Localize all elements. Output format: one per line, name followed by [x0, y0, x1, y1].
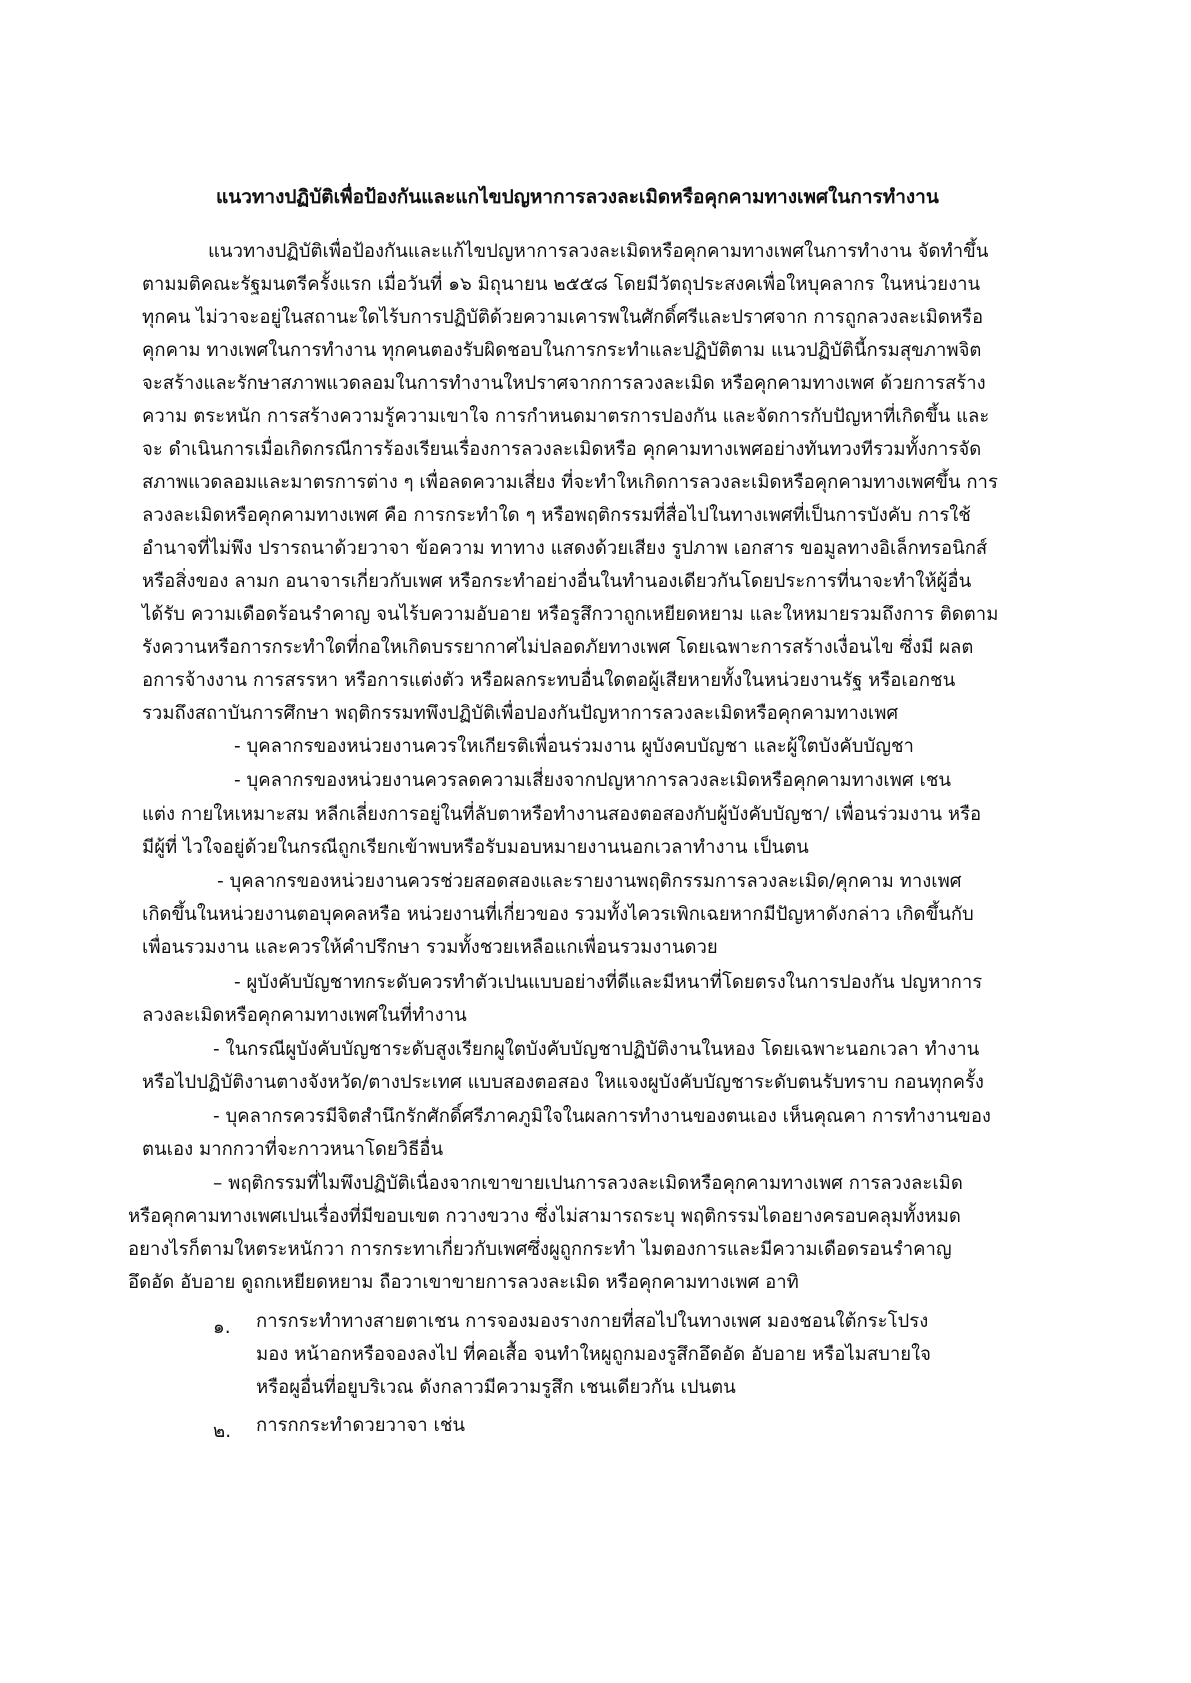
text-line: สภาพแวดลอมและมาตรการต่าง ๆ เพื่อลดความเสี่ยง ที่จะทำใหเกิดการลวงละเมิดหรือคุกคามทางเพศขึ้น การ — [142, 472, 998, 493]
bullet-line: - ในกรณีผูบังคับบัญชาระดับสูงเรียกผูใตบังคับบัญชาปฏิบัติงานในหอง โดยเฉพาะนอกเวลา ทำงาน — [213, 1039, 980, 1060]
text-line: หรือไปปฏิบัติงานตางจังหวัด/ตางประเทศ แบบสองตอสอง ใหแจงผูบังคับบัญชาระดับตนรับทราบ กอนทุกครั้ง — [142, 1072, 984, 1093]
text-line: ได้รับ ความเดือดร้อนรำคาญ จนไร้บความอับอาย หรือรูสึกวาถูกเหยียดหยาม และใหหมายรวมถึงการ ติดตาม — [142, 604, 999, 625]
bullet-line: – พฤติกรรมที่ไมพึงปฏิบัติเนื่องจากเขาขายเปนการลวงละเมิดหรือคุกคามทางเพศ การลวงละเมิด — [213, 1173, 963, 1194]
list-number: ๑. — [213, 1317, 231, 1338]
text-line: ทุกคน ไม่วาจะอยู่ในสถานะใดไร้บการปฏิบัติด้วยความเคารพในศักดิ์ศรีและปราศจาก การถูกลวงละเมิดหรือ — [142, 307, 984, 328]
bullet-line: - บุคลากรของหน่วยงานควรช่วยสอดสองและรายงานพฤติกรรมการลวงละเมิด/คุกคาม ทางเพศ — [217, 871, 962, 892]
text-line: แนวทางปฏิบัติเพื่อป้องกันและแก้ไขปญหาการลวงละเมิดหรือคุกคามทางเพศในการทำงาน จัดทำขึ้น — [208, 241, 989, 262]
text-line: หรือคุกคามทางเพศเปนเรื่องที่มีขอบเขต กวางขวาง ซึ่งไม่สามารถระบุ พฤติกรรมไดอยางครอบคลุมทั้งหมด — [128, 1206, 961, 1227]
text-line: เกิดขึ้นในหน่วยงานตอบุคคลหรือ หน่วยงานที่เกี่ยวของ รวมทั้งไควรเพิกเฉยหากมีปัญหาดังกล่าว เกิดขึ้นกับ — [142, 904, 974, 925]
bullet-line: - บุคลากรของหน่วยงานควรใหเกียรติเพื่อนร่วมงาน ผูบังคบบัญชา และผู้ใตบังคับบัญชา — [234, 736, 914, 757]
text-line: อึดอัด อับอาย ดูถกเหยียดหยาม ถือวาเขาขายการลวงละเมิด หรือคุกคามทางเพศ อาทิ — [128, 1272, 799, 1293]
text-line: ตามมติคณะรัฐมนตรีครั้งแรก เมื่อวันที่ ๑๖ มิถุนายน ๒๕๕๘ โดยมีวัตถุประสงคเพื่อใหบุคลากร ในหน่วยงาน — [142, 274, 981, 295]
text-line: รังควานหรือการกระทำใดที่กอใหเกิดบรรยากาศไม่ปลอดภัยทางเพศ โดยเฉพาะการสร้างเงื่อนไข ซึ่งมี ผลต — [142, 637, 974, 658]
list-item-line: การกระทำทางสายตาเชน การจองมองรางกายที่สอไปในทางเพศ มองชอนใต้กระโปรง — [256, 1311, 929, 1332]
text-line: อการจ้างงาน การสรรหา หรือการแต่งตัว หรือผลกระทบอื่นใดตอผู้เสียหายทั้งในหน่วยงานรัฐ หรือเอกชน — [142, 670, 956, 691]
list-item-line: หรือผูอื่นที่อยูบริเวณ ดังกลาวมีความรูสึก เชนเดียวกัน เปนตน — [256, 1377, 736, 1398]
list-number: ๒. — [213, 1421, 232, 1442]
text-line: มีผู้ที่ ไวใจอยู่ด้วยในกรณีถูกเรียกเข้าพบหรือรับมอบหมายงานนอกเวลาทำงาน เป็นตน — [142, 837, 809, 858]
text-line: ลวงละเมิดหรือคุกคามทางเพศ คือ การกระทำใด ๆ หรือพฤติกรรมที่สื่อไปในทางเพศที่เป็นการบังคับ การใช้ — [142, 505, 971, 526]
bullet-line: - บุคลากรของหน่วยงานควรลดความเสี่ยงจากปญหาการลวงละเมิดหรือคุกคามทางเพศ เชน — [234, 770, 952, 791]
document-title: แนวทางปฏิบัติเพื่อป้องกันและแกไขปญหาการลวงละเมิดหรือคุกคามทางเพศในการทำงาน — [216, 186, 939, 208]
text-line: หรือสิ่งของ ลามก อนาจารเกี่ยวกับเพศ หรือกระทำอย่างอื่นในทำนองเดียวกันโดยประการที่นาจะทำให้ผู้อื่น — [142, 571, 972, 592]
text-line: จะ ดำเนินการเมื่อเกิดกรณีการร้องเรียนเรื่องการลวงละเมิดหรือ คุกคามทางเพศอย่างทันทวงทีรวมทั้งการจัด — [142, 439, 982, 460]
list-item-line: มอง หน้าอกหรือจองลงไป ที่คอเสื้อ จนทำใหผูถูกมองรูสึกอึดอัด อับอาย หรือไมสบายใจ — [256, 1344, 931, 1365]
text-line: อำนาจที่ไม่พึง ปรารถนาด้วยวาจา ข้อความ ทาทาง แสดงด้วยเสียง รูปภาพ เอกสาร ขอมูลทางอิเล็กทรอนิกส์ — [142, 538, 988, 559]
bullet-line: - บุคลากรควรมีจิตสำนึกรักศักดิ์ศรีภาคภูมิใจในผลการทำงานของตนเอง เห็นคุณคา การทำงานของ — [213, 1106, 991, 1127]
text-line: ความ ตระหนัก การสร้างความรู้ความเขาใจ การกำหนดมาตรการปองกัน และจัดการกับปัญหาที่เกิดขึ้น และ — [142, 406, 990, 427]
text-line: รวมถึงสถาบันการศึกษา พฤติกรรมทพึงปฏิบัติเพื่อปองกันปัญหาการลวงละเมิดหรือคุกคามทางเพศ — [142, 703, 899, 724]
text-line: ตนเอง มากกวาที่จะกาวหนาโดยวิธีอื่น — [142, 1139, 444, 1160]
text-line: แต่ง กายใหเหมาะสม หลีกเลี่ยงการอยู่ในที่ลับตาหรือทำงานสองตอสองกับผู้บังคับบัญชา/ เพื่อนร่วมงาน หรือ — [142, 804, 982, 825]
text-line: ลวงละเมิดหรือคุกคามทางเพศในที่ทำงาน — [142, 1005, 467, 1026]
text-line: จะสร้างและรักษาสภาพแวดลอมในการทำงานใหปราศจากการลวงละเมิด หรือคุกคามทางเพศ ด้วยการสร้าง — [142, 373, 986, 394]
bullet-line: - ผูบังคับบัญชาทกระดับควรทำตัวเปนแบบอย่างที่ดีและมีหนาที่โดยตรงในการปองกัน ปญหาการ — [234, 972, 983, 993]
list-item-line: การกกระทำดวยวาจา เช่น — [256, 1415, 466, 1436]
text-line: คุกคาม ทางเพศในการทำงาน ทุกคนตองรับผิดชอบในการกระทำและปฏิบัติตาม แนวปฏิบัตินี้กรมสุขภาพจิต — [142, 340, 982, 361]
text-line: อยางไรก็ตามใหตระหนักวา การกระทาเกี่ยวกับเพศซึ่งผูถูกกระทำ ไมตองการและมีความเดือดรอนรำคาญ — [128, 1239, 952, 1260]
text-line: เพื่อนรวมงาน และควรให้คำปรึกษา รวมทั้งชวยเหลือแกเพื่อนรวมงานดวย — [142, 937, 718, 958]
